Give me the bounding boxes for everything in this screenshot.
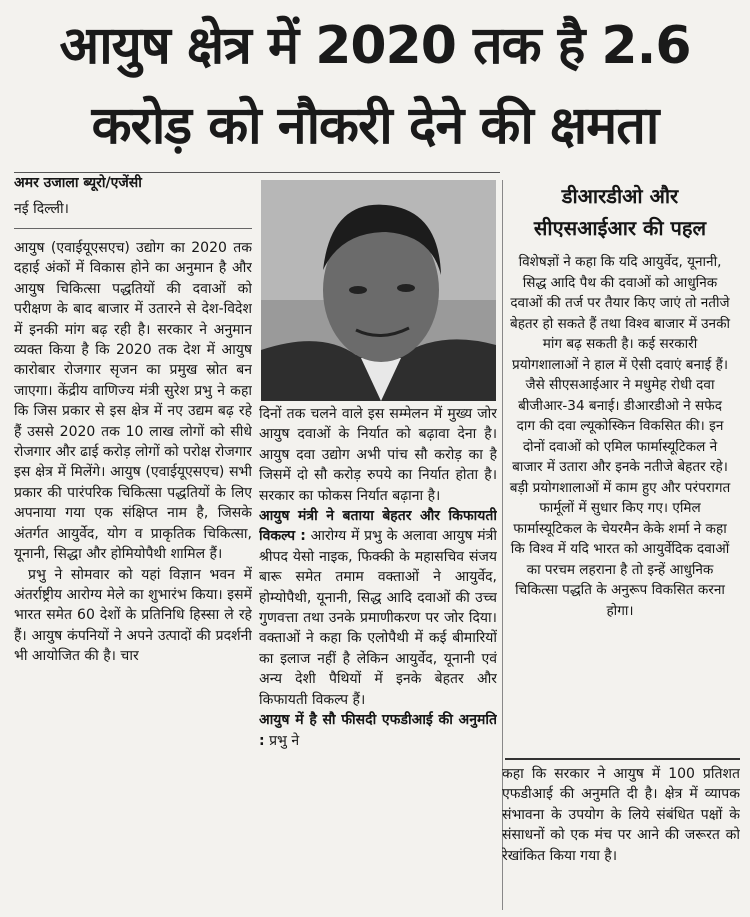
paragraph: विशेषज्ञों ने कहा कि यदि आयुर्वेद, यूनानी, सिद्ध आदि पैथ की दवाओं को आधुनिक दवाओं की तर्ज पर तैयार किए जाएं तो नतीजे बेहतर हो सकते हैं तथा विश्व बाजार में उनकी मांग बढ़ सकती है। कई सरकारी प्रयोगशालाओं ने हाल में ऐसी दवाएं बनाई हैं। जैसे सीएसआईआर ने मधुमेह रोधी दवा बीजीआर-34 बनाई। डीआरडीओ ने सफेद दाग की दवा ल्यूकोस्किन विकसित की। इन दोनों दवाओं को एमिल फार्मास्यूटिकल ने बाजार में उतारा और इनके नतीजे बेहतर रहे। बड़ी प्रयोगशालाओं में काम हुए और परंपरागत फार्मूलों में सुधार किए गए। एमिल फार्मास्यूटिकल के चेयरमैन केके शर्मा ने कहा कि विश्व में यदि भारत को आयुर्वेदिक दवाओं का परचम लहराना है तो इन्हें आधुनिक चिकित्सा पद्धति के अनुरूप विकसित करना होगा। xyxy=(509,254,731,619)
headline-line-2: करोड़ को नौकरी देने की क्षमता xyxy=(91,96,659,156)
divider xyxy=(505,758,740,760)
article-column-2 xyxy=(259,404,497,910)
sidebar-title-line-1: डीआरडीओ और xyxy=(561,184,679,208)
paragraph: कहा कि सरकार ने आयुष में 100 प्रतिशत एफडीआई की अनुमति दी है। क्षेत्र में व्यापक संभावना के उपयोग के लिये संबंधित पक्षों के संसाधनों को एक मंच पर आने की जरूरत को रेखांकित किया गया है। xyxy=(502,766,740,864)
paragraph: आयुष (एवाईयूएसएच) उद्योग का 2020 तक दहाई अंकों में विकास होने का अनुमान है और आयुष चिकित्सा पद्धतियों की दवाओं को परीक्षण के बाद बाजार में उतारने से देश-विदेश में इनकी मांग बढ़ रही है। सरकार ने अनुमान व्यक्त किया है कि 2020 तक देश में आयुष कारोबार रोजगार सृजन का प्रमुख स्रोत बन जाएगा। केंद्रीय वाणिज्य मंत्री सुरेश प्रभु ने कहा कि जिस प्रकार से इस क्षेत्र में नए उद्यम बढ़ रहे हैं उससे 2020 तक 10 लाख लोगों को सीधे रोजगार और ढाई करोड़ लोगों को परोक्ष रोजगार इस क्षेत्र में मिलेंगे। आयुष (एवाईयूएसएच) सभी प्रकार की पारंपरिक चिकित्सा पद्धतियों के लिए अपनाया गया एक संक्षिप्त नाम है, जिसके अंतर्गत आयुर्वेद, योग व प्राकृतिक चिकित्सा, यूनानी, सिद्धा और होमियोपैथी शामिल हैं। xyxy=(14,240,252,563)
sidebar-body xyxy=(508,252,732,754)
paragraph: दिनों तक चलने वाले इस सम्मेलन में मुख्य जोर आयुष दवाओं के निर्यात को बढ़ावा देना है। आयुष दवा उद्योग अभी पांच सौ करोड़ का है जिसमें दो सौ करोड़ रुपये का निर्यात होता है। सरकार का फोकस निर्यात बढ़ाना है। xyxy=(259,406,497,504)
subheading: आयुष मंत्री ने बताया बेहतर और किफायती विकल्प : xyxy=(259,508,497,545)
headline-line-1: आयुष क्षेत्र में 2020 तक है 2.6 xyxy=(59,16,691,76)
sidebar-title xyxy=(505,180,735,244)
sidebar-title-line-2: सीएसआईआर की पहल xyxy=(533,216,707,240)
portrait-photo xyxy=(261,180,496,401)
article-column-1 xyxy=(14,238,252,908)
paragraph: प्रभु ने सोमवार को यहां विज्ञान भवन में अंतर्राष्ट्रीय आरोग्य मेले का शुभारंभ किया। इसमें भारत समेत 60 देशों के प्रतिनिधि हिस्सा ले रहे हैं। आयुष कंपनियों ने अपने उत्पादों की प्रदर्शनी भी आयोजित की है। चार xyxy=(14,566,252,665)
portrait-image xyxy=(261,180,496,401)
paragraph: आरोग्य में प्रभु के अलावा आयुष मंत्री श्रीपद येसो नाइक, फिक्की के महासचिव संजय बारू समेत तमाम वक्ताओं ने आयुर्वेद, होम्योपैथी, यूनानी, सिद्ध आदि दवाओं की उच्च गुणवत्ता तथा उनके प्रमाणीकरण पर जोर दिया। वक्ताओं ने कहा कि एलोपैथी में कई बीमारियों का इलाज नहीं है लेकिन आयुर्वेद, यूनानी एवं अन्य देशी पैथियों में इनके बेहतर और किफायती विकल्प हैं। xyxy=(259,528,497,708)
article-column-4 xyxy=(502,764,740,910)
byline: अमर उजाला ब्यूरो/एजेंसी xyxy=(14,175,142,191)
paragraph: प्रभु ने xyxy=(269,732,300,749)
dateline: नई दिल्ली। xyxy=(14,201,69,217)
divider xyxy=(14,228,252,229)
subheading: आयुष में है सौ फीसदी एफडीआई की अनुमति : xyxy=(259,712,497,749)
headline xyxy=(10,6,740,166)
